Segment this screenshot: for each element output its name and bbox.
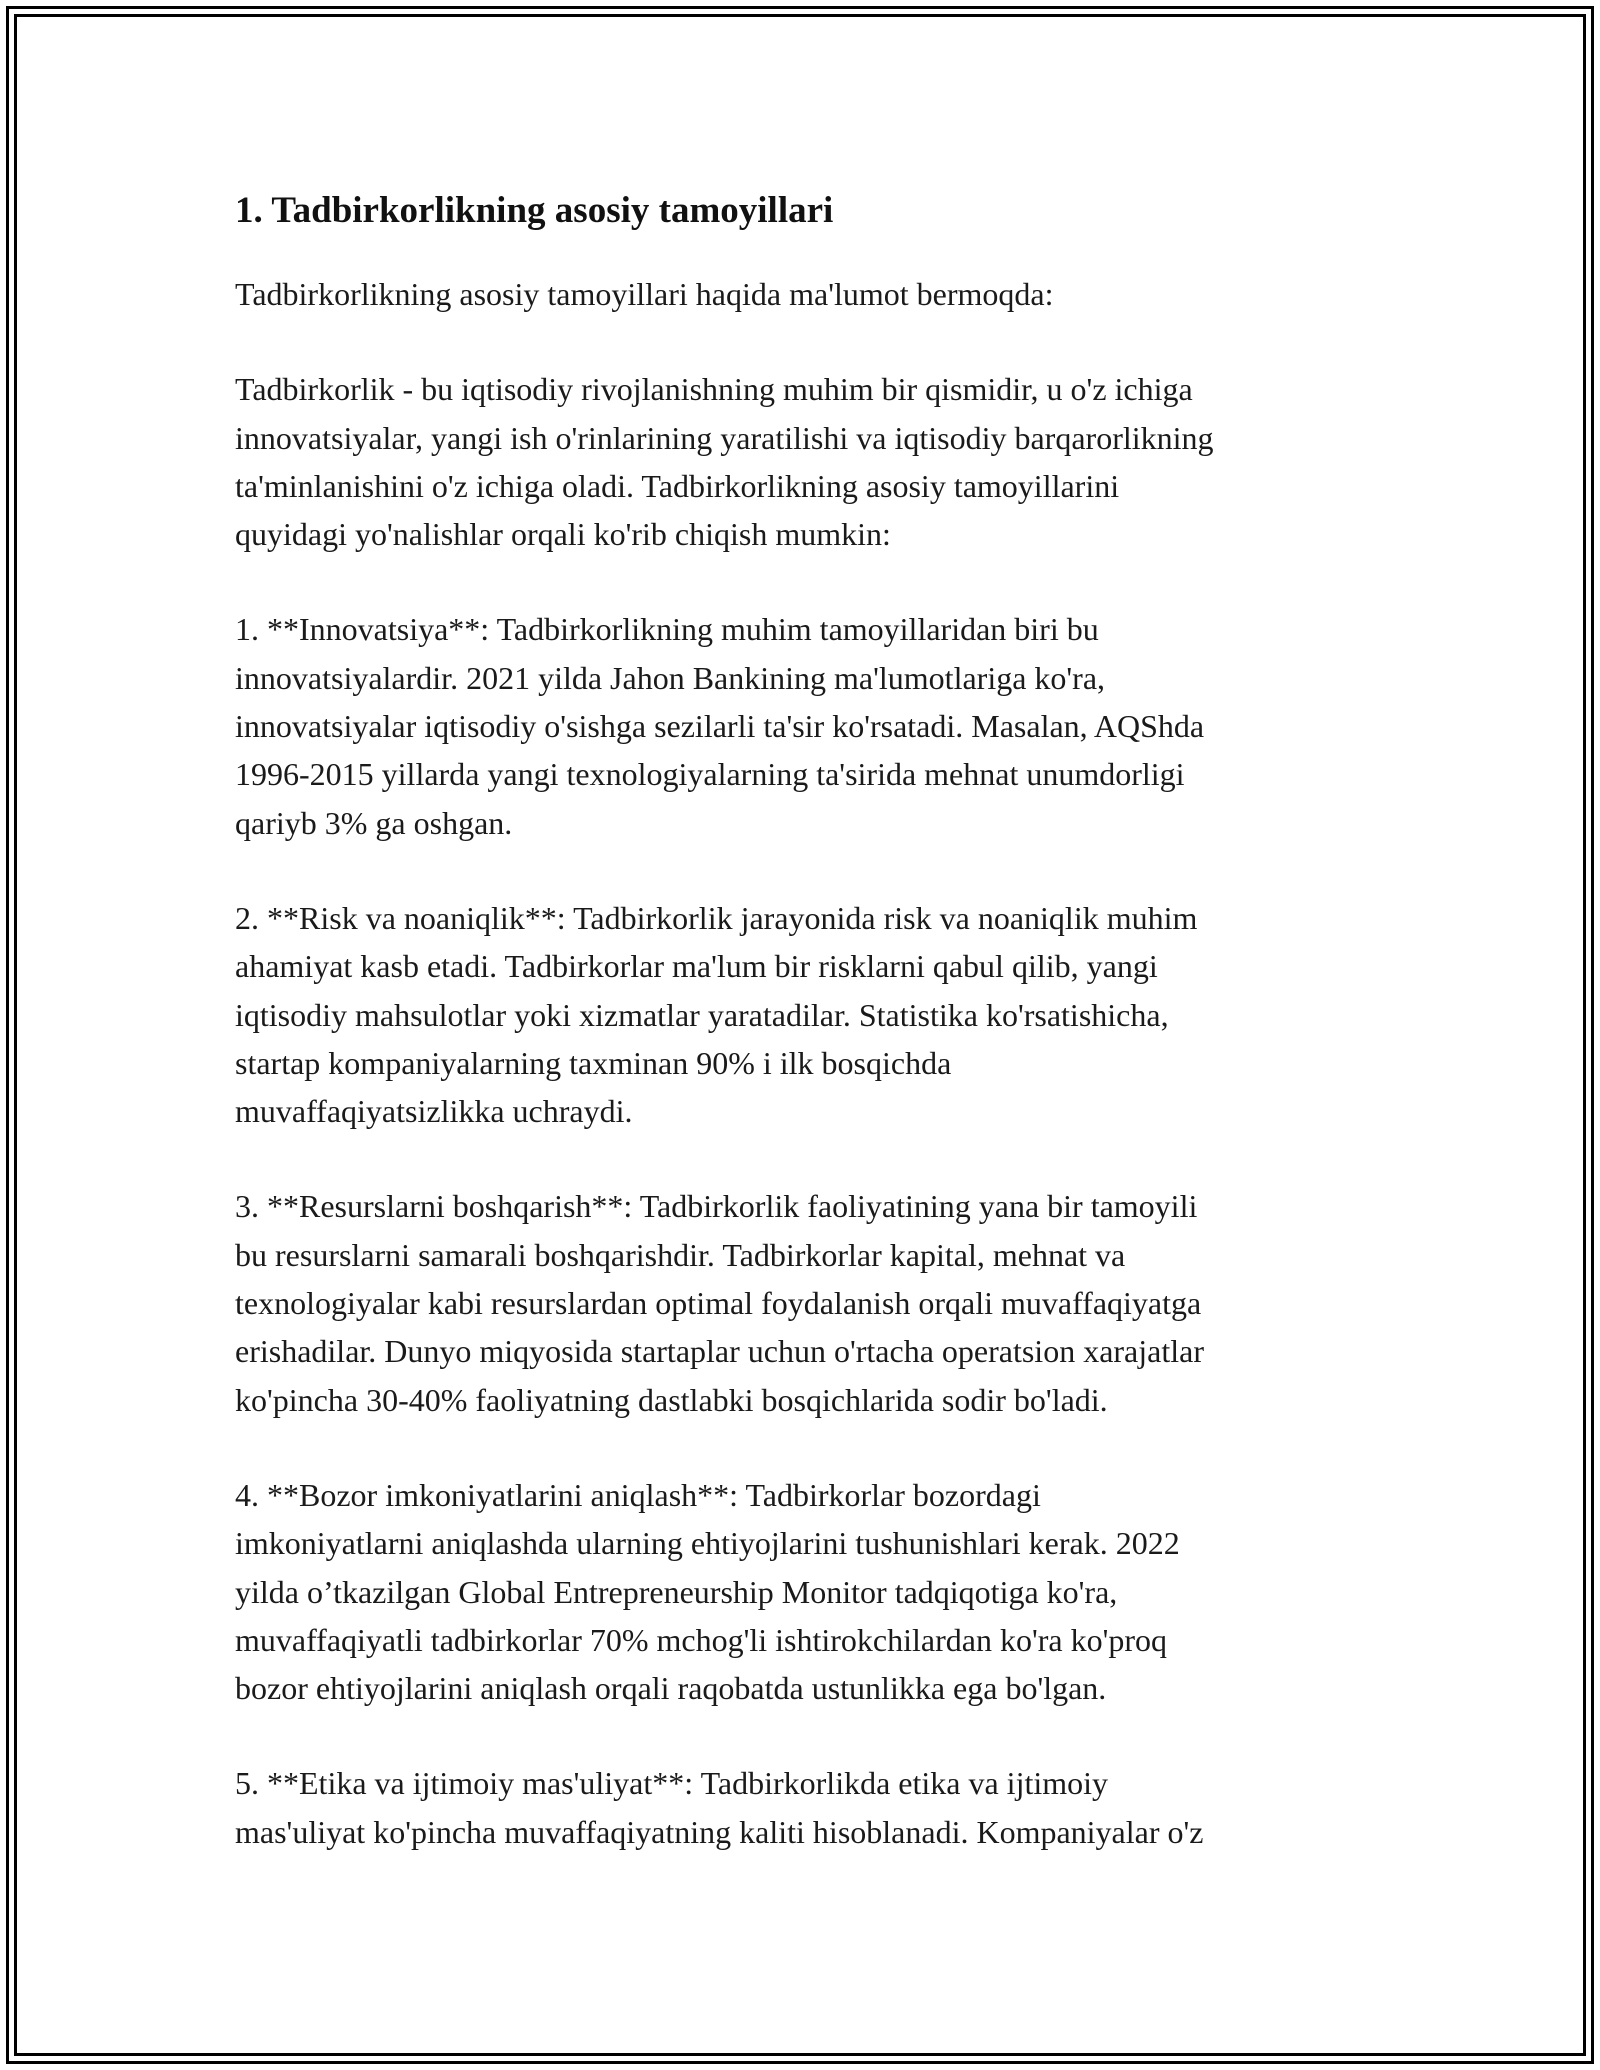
list-item-risk [235,894,1365,1135]
paragraph-line: ko'pincha 30-40% faoliyatning dastlabki bosqichlarida sodir bo'ladi. [235,1381,1108,1418]
paragraph-line: 4. **Bozor imkoniyatlarini aniqlash**: Tadbirkorlar bozordagi [235,1476,1041,1513]
paragraph-line: ta'minlanishini o'z ichiga oladi. Tadbirkorlikning asosiy tamoyillarini [235,467,1120,504]
paragraph-line: yilda o’tkazilgan Global Entrepreneurship Monitor tadqiqotiga ko'ra, [235,1573,1118,1610]
paragraph-line: iqtisodiy mahsulotlar yoki xizmatlar yaratadilar. Statistika ko'rsatishicha, [235,996,1169,1033]
paragraph-line: imkoniyatlarni aniqlashda ularning ehtiyojlarini tushunishlari kerak. 2022 [235,1525,1180,1562]
intro-paragraph [235,270,1365,318]
list-item-resources [235,1182,1365,1423]
paragraph-line: 2. **Risk va noaniqlik**: Tadbirkorlik jarayonida risk va noaniqlik muhim [235,899,1198,936]
paragraph-line: innovatsiyalar, yangi ish o'rinlarining yaratilishi va iqtisodiy barqarorlikning [235,419,1214,456]
paragraph-line: startap kompaniyalarning taxminan 90% i ilk bosqichda [235,1044,952,1081]
overview-paragraph [235,365,1365,558]
paragraph-line: innovatsiyalar iqtisodiy o'sishga sezilarli ta'sir ko'rsatadi. Masalan, AQShda [235,708,1205,745]
paragraph-line: innovatsiyalardir. 2021 yilda Jahon Bankining ma'lumotlariga ko'ra, [235,659,1106,696]
paragraph-line: erishadilar. Dunyo miqyosida startaplar uchun o'rtacha operatsion xarajatlar [235,1333,1204,1370]
list-item-innovation [235,605,1365,846]
list-item-ethics [235,1759,1365,1856]
paragraph-line: quyidagi yo'nalishlar orqali ko'rib chiqish mumkin: [235,516,891,553]
paragraph-line: 1. **Innovatsiya**: Tadbirkorlikning muhim tamoyillaridan biri bu [235,611,1099,648]
paragraph-line: texnologiyalar kabi resurslardan optimal foydalanish orqali muvaffaqiyatga [235,1285,1202,1322]
section-title: 1. Tadbirkorlikning asosiy tamoyillari [235,190,834,231]
paragraph-line: muvaffaqiyatli tadbirkorlar 70% mchog'li ishtirokchilardan ko'ra ko'proq [235,1621,1168,1658]
document-page [235,186,1365,1903]
list-item-market [235,1471,1365,1712]
paragraph-line: 5. **Etika va ijtimoiy mas'uliyat**: Tadbirkorlikda etika va ijtimoiy [235,1765,1109,1802]
paragraph-line: bozor ehtiyojlarini aniqlash orqali raqobatda ustunlikka ega bo'lgan. [235,1670,1107,1707]
paragraph-line: ahamiyat kasb etadi. Tadbirkorlar ma'lum bir risklarni qabul qilib, yangi [235,948,1158,985]
paragraph-line: 1996-2015 yillarda yangi texnologiyalarning ta'sirida mehnat unumdorligi [235,756,1185,793]
paragraph-line: bu resurslarni samarali boshqarishdir. Tadbirkorlar kapital, mehnat va [235,1236,1126,1273]
paragraph-line: Tadbirkorlikning asosiy tamoyillari haqida ma'lumot bermoqda: [235,276,1054,312]
paragraph-line: mas'uliyat ko'pincha muvaffaqiyatning kaliti hisoblanadi. Kompaniyalar o'z [235,1813,1204,1850]
paragraph-line: 3. **Resurslarni boshqarish**: Tadbirkorlik faoliyatining yana bir tamoyili [235,1188,1198,1225]
paragraph-line: muvaffaqiyatsizlikka uchraydi. [235,1093,633,1130]
paragraph-line: qariyb 3% ga oshgan. [235,804,513,841]
paragraph-line: Tadbirkorlik - bu iqtisodiy rivojlanishning muhim bir qismidir, u o'z ichiga [235,371,1193,408]
